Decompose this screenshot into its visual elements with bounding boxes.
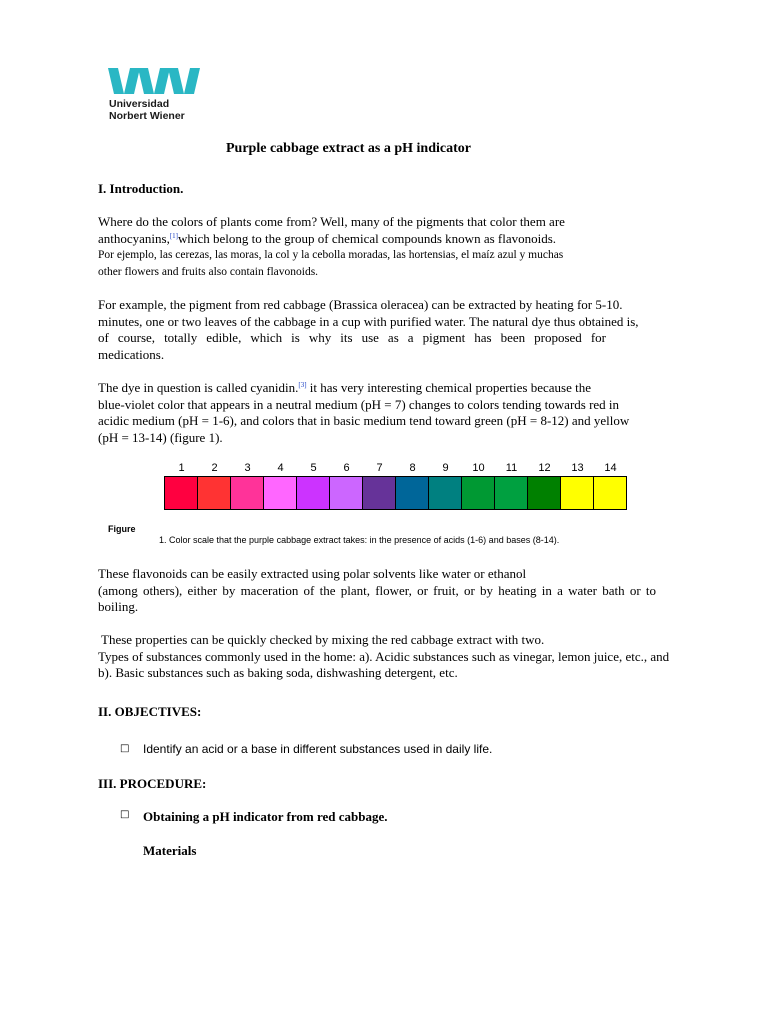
ph-color-scale [164, 476, 627, 510]
ph-scale-label: 5 [310, 462, 317, 474]
ph-scale-label: 9 [442, 462, 449, 474]
figure-label: Figure [108, 524, 136, 534]
text-line: For example, the pigment from red cabbage (Brassica oleracea) can be extracted by heating for 5-10. [98, 297, 623, 312]
ph-color-cell [528, 477, 561, 509]
ph-color-cell [231, 477, 264, 509]
reference-link[interactable]: [1] [169, 231, 179, 240]
ph-scale-label: 4 [277, 462, 284, 474]
ph-color-cell [429, 477, 462, 509]
text-line: Types of substances commonly used in the home: a). Acidic substances such as vinegar, lemon juice, etc., and [98, 648, 670, 664]
ph-scale-label: 6 [343, 462, 350, 474]
logo-line1: Universidad [109, 98, 170, 110]
text: The dye in question is called cyanidin. [98, 380, 299, 395]
ph-color-cell [396, 477, 429, 509]
ph-scale-label: 10 [472, 462, 485, 474]
ph-color-cell [165, 477, 198, 509]
ph-color-cell [363, 477, 396, 509]
ph-color-cell [297, 477, 330, 509]
materials-heading: Materials [143, 843, 197, 858]
ph-color-cell [462, 477, 495, 509]
text-line [98, 380, 660, 397]
ph-color-cell [198, 477, 231, 509]
ph-scale-label: 8 [409, 462, 416, 474]
intro-paragraph-2 [98, 297, 660, 363]
ph-color-cell [561, 477, 594, 509]
text-line: blue-violet color that appears in a neutral medium (pH = 7) changes to colors tending towards red in [98, 396, 620, 412]
ph-scale-label: 11 [505, 462, 518, 474]
intro-paragraph-1 [98, 214, 660, 280]
properties-paragraph [98, 632, 708, 682]
text-line: (among others), either by maceration of the plant, flower, or fruit, or by heating in a water bath or to [98, 582, 656, 598]
text-line: (pH = 13-14) (figure 1). [98, 429, 223, 445]
ph-color-cell [594, 477, 626, 509]
text-line: Where do the colors of plants come from? Well, many of the pigments that color them are [98, 214, 565, 229]
ph-scale-label: 12 [538, 462, 551, 474]
text-line: medications. [98, 346, 165, 362]
text-line: acidic medium (pH = 1-6), and colors that in basic medium tend toward green (pH = 8-12) and yellow [98, 413, 630, 428]
ph-scale-label: 7 [376, 462, 383, 474]
text-line: b). Basic substances such as baking soda, dishwashing detergent, etc. [98, 665, 458, 680]
text-line: other flowers and fruits also contain flavonoids. [98, 265, 319, 278]
ph-scale-label: 1 [178, 462, 185, 474]
text-line: These flavonoids can be easily extracted using polar solvents like water or ethanol [98, 566, 527, 581]
flavonoid-paragraph [98, 566, 660, 616]
objective-item: Identify an acid or a base in different substances used in daily life. [143, 742, 493, 756]
ph-scale-label: 13 [571, 462, 584, 474]
text-line: of course, totally edible, which is why its use as a pigment has been proposed for [98, 330, 606, 345]
logo-line2: Norbert Wiener [109, 109, 185, 122]
procedure-item: Obtaining a pH indicator from red cabbage. [143, 809, 388, 824]
ph-color-cell [330, 477, 363, 509]
checkbox-bullet-icon: □ [120, 809, 130, 820]
objectives-heading: II. OBJECTIVES: [98, 704, 202, 719]
text-line: These properties can be quickly checked by mixing the red cabbage extract with two. [98, 632, 545, 647]
text: Por ejemplo, las cerezas, las moras, la col y la cebolla moradas, las hortensias, el maíz azul y muchas [98, 249, 564, 261]
ph-scale-label: 2 [211, 462, 218, 474]
ph-color-cell [495, 477, 528, 509]
text-line [98, 247, 660, 264]
university-logo [108, 68, 203, 98]
text: it has very interesting chemical properties because the [306, 380, 591, 395]
ph-scale-label: 14 [604, 462, 617, 474]
intro-heading: I. Introduction. [98, 181, 184, 196]
text: which belong to the group of chemical compounds known as flavonoids. [178, 230, 557, 246]
reference-link[interactable]: [3] [298, 381, 307, 389]
document-title: Purple cabbage extract as a pH indicator [226, 141, 471, 156]
intro-paragraph-3 [98, 380, 660, 446]
text-line: minutes, one or two leaves of the cabbage in a cup with purified water. The natural dye thus obtained is, [98, 313, 639, 329]
ph-scale-labels [165, 462, 627, 476]
procedure-heading: III. PROCEDURE: [98, 776, 207, 791]
logo-icon [108, 68, 200, 94]
text: anthocyanins, [98, 230, 170, 246]
text-line: boiling. [98, 599, 139, 614]
checkbox-bullet-icon: □ [120, 743, 130, 754]
ph-scale-label: 3 [244, 462, 251, 474]
figure-caption: 1. Color scale that the purple cabbage extract takes: in the presence of acids (1-6) and bases (8-14). [159, 535, 560, 545]
text-line [98, 231, 660, 248]
logo-text [109, 99, 185, 122]
ph-color-cell [264, 477, 297, 509]
